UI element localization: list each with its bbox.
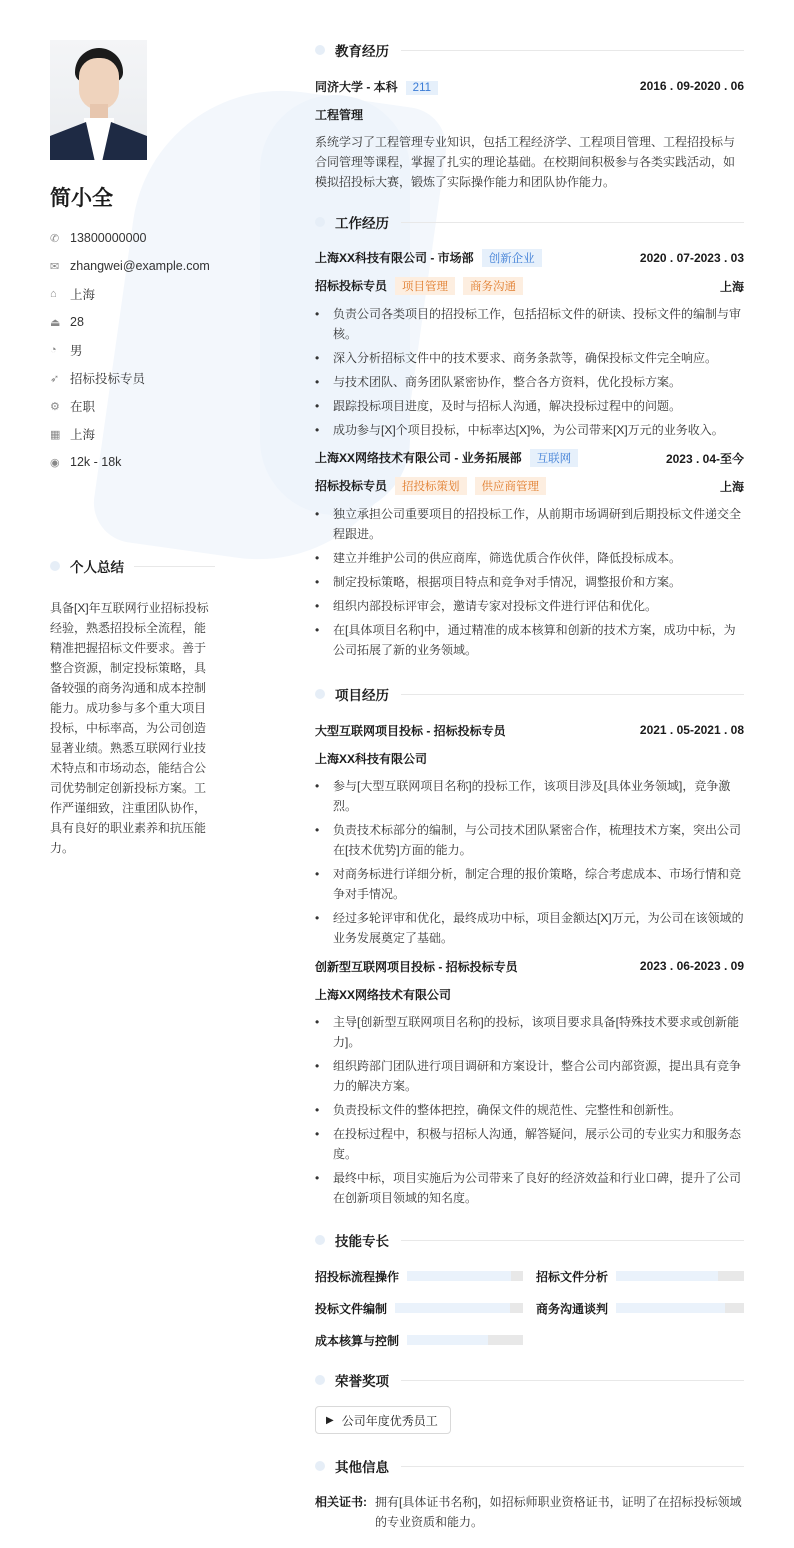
list-item: • 在[具体项目名称]中，通过精准的成本核算和创新的技术方案，成功中标，为公司拓展了新的业务领域。 bbox=[315, 623, 736, 657]
summary-title: 个人总结 bbox=[70, 560, 124, 575]
list-item: • 与技术团队、商务团队紧密协作，整合各方资料，优化投标方案。 bbox=[315, 375, 682, 389]
job-role-row bbox=[315, 476, 744, 496]
awards-title: 荣誉奖项 bbox=[335, 1374, 389, 1389]
skill-item: 商务沟通谈判 bbox=[536, 1298, 744, 1318]
divider bbox=[401, 694, 744, 695]
major-row bbox=[315, 104, 744, 124]
work-header bbox=[315, 212, 744, 232]
work-title: 工作经历 bbox=[335, 216, 389, 231]
list-item: • 负责公司各类项目的招投标工作，包括招标文件的研读、投标文件的编制与审核。 bbox=[315, 307, 742, 341]
list-item: • 负责投标文件的整体把控，确保文件的规范性、完整性和创新性。 bbox=[315, 1103, 682, 1117]
other-title: 其他信息 bbox=[335, 1460, 389, 1475]
list-item: • 组织跨部门团队进行项目调研和方案设计，整合公司内部资源，提出具有竞争力的解决方案。 bbox=[315, 1059, 742, 1093]
project-company-row bbox=[315, 748, 744, 768]
skill-bar-fill bbox=[616, 1303, 725, 1313]
other-header bbox=[315, 1456, 744, 1476]
contact-info-list bbox=[50, 224, 215, 476]
award-item: ▶ 公司年度优秀员工 bbox=[315, 1406, 451, 1434]
info-status: ⚙ 在职 bbox=[50, 400, 96, 414]
job-company: 上海XX网络技术有限公司 - 业务拓展部 bbox=[315, 451, 522, 465]
section-dot-icon bbox=[315, 217, 325, 227]
skill-bar-fill bbox=[616, 1271, 718, 1281]
award-list bbox=[315, 1406, 744, 1434]
project-date: 2023 . 06-2023 . 09 bbox=[639, 959, 744, 973]
section-dot-icon bbox=[315, 689, 325, 699]
list-item: • 建立并维护公司的供应商库，筛选优质合作伙伴，降低投标成本。 bbox=[315, 551, 682, 565]
info-age: ⏏ 28 bbox=[50, 315, 84, 329]
info-phone: ✆ 13800000000 bbox=[50, 231, 147, 245]
other-item bbox=[315, 1492, 744, 1532]
skill-item: 招投标流程操作 bbox=[315, 1266, 523, 1286]
job-city: 上海 bbox=[719, 279, 744, 294]
main-content bbox=[315, 40, 744, 1532]
education-header bbox=[315, 40, 744, 60]
job-entry bbox=[315, 448, 744, 660]
other-value: 拥有[具体证书名称]，如招标师职业资格证书，证明了在招标投标领域的专业资质和能力。 bbox=[375, 1495, 742, 1529]
list-item: • 经过多轮评审和优化，最终成功中标，项目金额达[X]万元，为公司在该领域的业务发展奠定了基础。 bbox=[315, 911, 744, 945]
info-gender: ◔ 男 bbox=[50, 344, 83, 358]
project-name: 创新型互联网项目投标 - 招标投标专员 bbox=[315, 959, 518, 974]
other-key: 相关证书: bbox=[315, 1495, 367, 1509]
education-desc: 系统学习了工程管理专业知识，包括工程经济学、工程项目管理、工程招投标与合同管理等课程，掌握了扎实的理论基础。在校期间积极参与各类实践活动，如模拟招投标大赛，锻炼了实际操作能力和团队协作能力。 bbox=[315, 135, 736, 189]
summary-text: 具备[X]年互联网行业招标投标经验，熟悉招投标全流程，能精准把握招标文件要求。善于整合资源，制定投标策略，具备较强的商务沟通和成本控制能力。成功参与多个重大项目投标，中标率高，为公司创造显著业绩。熟悉互联网行业技术特点和市场动态，能结合公司优势制定创新投标方案。工作严谨细致，注重团队协作，具有良好的职业素养和抗压能力。 bbox=[50, 601, 209, 855]
job-date: 2020 . 07-2023 . 03 bbox=[639, 251, 744, 265]
list-item: • 负责技术标部分的编制，与公司技术团队紧密合作，梳理技术方案，突出公司在[技术优势]方面的能力。 bbox=[315, 823, 742, 857]
sidebar bbox=[50, 40, 215, 858]
project-entry bbox=[315, 956, 744, 1208]
send-icon: ➶ bbox=[50, 372, 60, 385]
job-company-row bbox=[315, 248, 744, 268]
salary-icon: ◉ bbox=[50, 456, 60, 469]
school-tag: 211 bbox=[406, 81, 438, 95]
skill-item: 成本核算与控制 bbox=[315, 1330, 523, 1350]
section-dot-icon bbox=[50, 561, 60, 571]
list-item: • 在投标过程中，积极与招标人沟通，解答疑问，展示公司的专业实力和服务态度。 bbox=[315, 1127, 742, 1161]
skill-tag: 商务沟通 bbox=[463, 277, 523, 295]
divider bbox=[401, 1240, 744, 1241]
list-item: • 跟踪投标项目进度，及时与招标人沟通，解决投标过程中的问题。 bbox=[315, 399, 682, 413]
list-item: • 制定投标策略，根据项目特点和竞争对手情况，调整报价和方案。 bbox=[315, 575, 682, 589]
project-bullets bbox=[315, 1012, 744, 1208]
major: 工程管理 bbox=[315, 107, 364, 122]
list-item: • 成功参与[X]个项目投标，中标率达[X]%，为公司带来[X]万元的业务收入。 bbox=[315, 423, 724, 437]
list-item: • 最终中标，项目实施后为公司带来了良好的经济效益和行业口碑，提升了公司在创新项目领域的知名度。 bbox=[315, 1171, 742, 1205]
project-company-row bbox=[315, 984, 744, 1004]
skill-tag: 供应商管理 bbox=[475, 477, 547, 495]
project-row bbox=[315, 720, 744, 740]
job-entry bbox=[315, 248, 744, 440]
section-dot-icon bbox=[315, 1461, 325, 1471]
skill-bar bbox=[407, 1271, 523, 1281]
play-icon: ▶ bbox=[326, 1414, 334, 1426]
job-role: 招标投标专员 bbox=[315, 479, 388, 493]
skill-bar-fill bbox=[395, 1303, 510, 1313]
project-entry bbox=[315, 720, 744, 948]
skill-tag: 项目管理 bbox=[395, 277, 455, 295]
skill-item: 投标文件编制 bbox=[315, 1298, 523, 1318]
job-role: 招标投标专员 bbox=[315, 279, 388, 293]
education-row bbox=[315, 76, 744, 96]
job-bullets bbox=[315, 504, 744, 660]
list-item: • 参与[大型互联网项目名称]的投标工作，该项目涉及[具体业务领域]，竞争激烈。 bbox=[315, 779, 731, 813]
divider bbox=[401, 50, 744, 51]
skills-header bbox=[315, 1230, 744, 1250]
info-city: ▦ 上海 bbox=[50, 428, 96, 442]
project-name: 大型互联网项目投标 - 招标投标专员 bbox=[315, 723, 506, 738]
job-date: 2023 . 04-至今 bbox=[665, 451, 744, 466]
divider bbox=[401, 1380, 744, 1381]
job-bullets bbox=[315, 304, 744, 440]
list-item: • 深入分析招标文件中的技术要求、商务条款等，确保投标文件完全响应。 bbox=[315, 351, 718, 365]
list-item: • 对商务标进行详细分析，制定合理的报价策略，综合考虑成本、市场行情和竞争对手情况。 bbox=[315, 867, 742, 901]
list-item: • 组织内部投标评审会，邀请专家对投标文件进行评估和优化。 bbox=[315, 599, 658, 613]
education-date: 2016 . 09-2020 . 06 bbox=[639, 79, 744, 93]
mail-icon: ✉ bbox=[50, 260, 60, 273]
section-dot-icon bbox=[315, 1235, 325, 1245]
divider bbox=[401, 1466, 744, 1467]
summary-header bbox=[50, 556, 215, 576]
divider bbox=[401, 222, 744, 223]
education-title: 教育经历 bbox=[335, 44, 389, 59]
info-location: ⌂ 上海 bbox=[50, 288, 96, 302]
job-role-row bbox=[315, 276, 744, 296]
skill-item: 招标文件分析 bbox=[536, 1266, 744, 1286]
list-item: • 独立承担公司重要项目的招投标工作，从前期市场调研到后期投标文件递交全程跟进。 bbox=[315, 507, 742, 541]
school-name: 同济大学 - 本科 bbox=[315, 79, 398, 94]
company-tag: 互联网 bbox=[530, 449, 579, 467]
project-bullets bbox=[315, 776, 744, 948]
skills-title: 技能专长 bbox=[335, 1234, 389, 1249]
projects-header bbox=[315, 684, 744, 704]
awards-header bbox=[315, 1370, 744, 1390]
list-item: • 主导[创新型互联网项目名称]的投标，该项目要求具备[特殊技术要求或创新能力]。 bbox=[315, 1015, 740, 1049]
company-tag: 创新企业 bbox=[482, 249, 542, 267]
status-icon: ⚙ bbox=[50, 400, 60, 413]
skill-bar-fill bbox=[407, 1271, 511, 1281]
project-date: 2021 . 05-2021 . 08 bbox=[639, 723, 744, 737]
skill-tag: 招投标策划 bbox=[395, 477, 467, 495]
profile-name: 简小全 bbox=[50, 187, 113, 210]
info-salary: ◉ 12k - 18k bbox=[50, 455, 122, 469]
info-email: ✉ zhangwei@example.com bbox=[50, 259, 210, 273]
project-company: 上海XX网络技术有限公司 bbox=[315, 987, 452, 1002]
skill-bar bbox=[395, 1303, 523, 1313]
age-icon: ⏏ bbox=[50, 316, 61, 329]
home-icon: ⌂ bbox=[50, 288, 57, 300]
gender-icon: ◔ bbox=[50, 344, 57, 356]
building-icon: ▦ bbox=[50, 428, 61, 441]
section-dot-icon bbox=[315, 1375, 325, 1385]
skill-bar bbox=[616, 1303, 744, 1313]
project-row bbox=[315, 956, 744, 976]
phone-icon: ✆ bbox=[50, 232, 60, 245]
skill-bar-fill bbox=[407, 1335, 488, 1345]
info-position: ➶ 招标投标专员 bbox=[50, 372, 146, 386]
projects-title: 项目经历 bbox=[335, 688, 389, 703]
job-city: 上海 bbox=[719, 479, 744, 494]
skill-grid bbox=[315, 1266, 744, 1350]
divider bbox=[134, 566, 215, 567]
project-company: 上海XX科技有限公司 bbox=[315, 751, 428, 766]
profile-photo bbox=[50, 40, 147, 160]
skill-bar bbox=[407, 1335, 523, 1345]
job-company-row bbox=[315, 448, 744, 468]
skill-bar bbox=[616, 1271, 744, 1281]
section-dot-icon bbox=[315, 45, 325, 55]
job-company: 上海XX科技有限公司 - 市场部 bbox=[315, 251, 474, 265]
